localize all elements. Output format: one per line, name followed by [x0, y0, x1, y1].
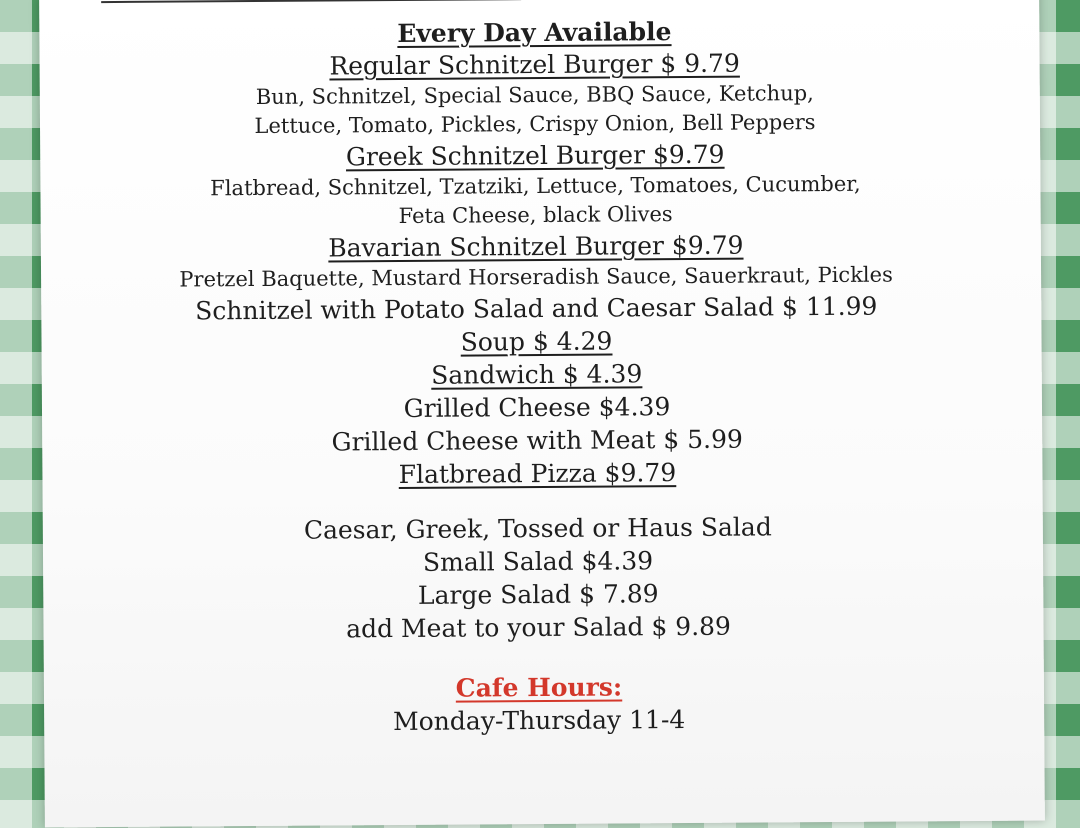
menu-item-soup: Soup $ 4.29 [460, 326, 613, 357]
menu-item-flatbread-pizza: Flatbread Pizza $9.79 [398, 458, 677, 490]
menu-item-description: Lettuce, Tomato, Pickles, Crispy Onion, Bell Peppers [254, 110, 816, 139]
menu-item-grilled-cheese-meat: Grilled Cheese with Meat $ 5.99 [331, 424, 743, 457]
menu-item-description: Feta Cheese, black Olives [398, 202, 673, 228]
menu-item-greek-schnitzel-burger: Greek Schnitzel Burger $9.79 [345, 139, 725, 172]
menu-item-description: Flatbread, Schnitzel, Tzatziki, Lettuce, Tomatoes, Cucumber, [210, 171, 861, 201]
section-heading: Every Day Available [397, 17, 672, 49]
menu-item-regular-schnitzel-burger: Regular Schnitzel Burger $ 9.79 [329, 48, 740, 81]
menu-item-bavarian-schnitzel-burger: Bavarian Schnitzel Burger $9.79 [328, 230, 744, 263]
menu-item-add-meat: add Meat to your Salad $ 9.89 [346, 611, 731, 644]
menu-content [34, 15, 1039, 741]
menu-item-grilled-cheese: Grilled Cheese $4.39 [403, 392, 671, 423]
menu-item-description: Pretzel Baquette, Mustard Horseradish Sauce, Sauerkraut, Pickles [179, 262, 893, 292]
menu-paper [39, 0, 1045, 827]
cafe-hours-line: Monday-Thursday 11-4 [392, 705, 686, 737]
menu-item-small-salad: Small Salad $4.39 [422, 546, 654, 577]
top-divider [101, 0, 521, 3]
salad-types: Caesar, Greek, Tossed or Haus Salad [303, 512, 772, 545]
menu-item-large-salad: Large Salad $ 7.89 [417, 579, 659, 610]
menu-item-sandwich: Sandwich $ 4.39 [431, 359, 643, 390]
cafe-hours-heading: Cafe Hours: [455, 672, 623, 703]
menu-item-description: Bun, Schnitzel, Special Sauce, BBQ Sauce, Ketchup, [255, 81, 814, 109]
menu-item-schnitzel-plate: Schnitzel with Potato Salad and Caesar Salad $ 11.99 [195, 291, 878, 326]
